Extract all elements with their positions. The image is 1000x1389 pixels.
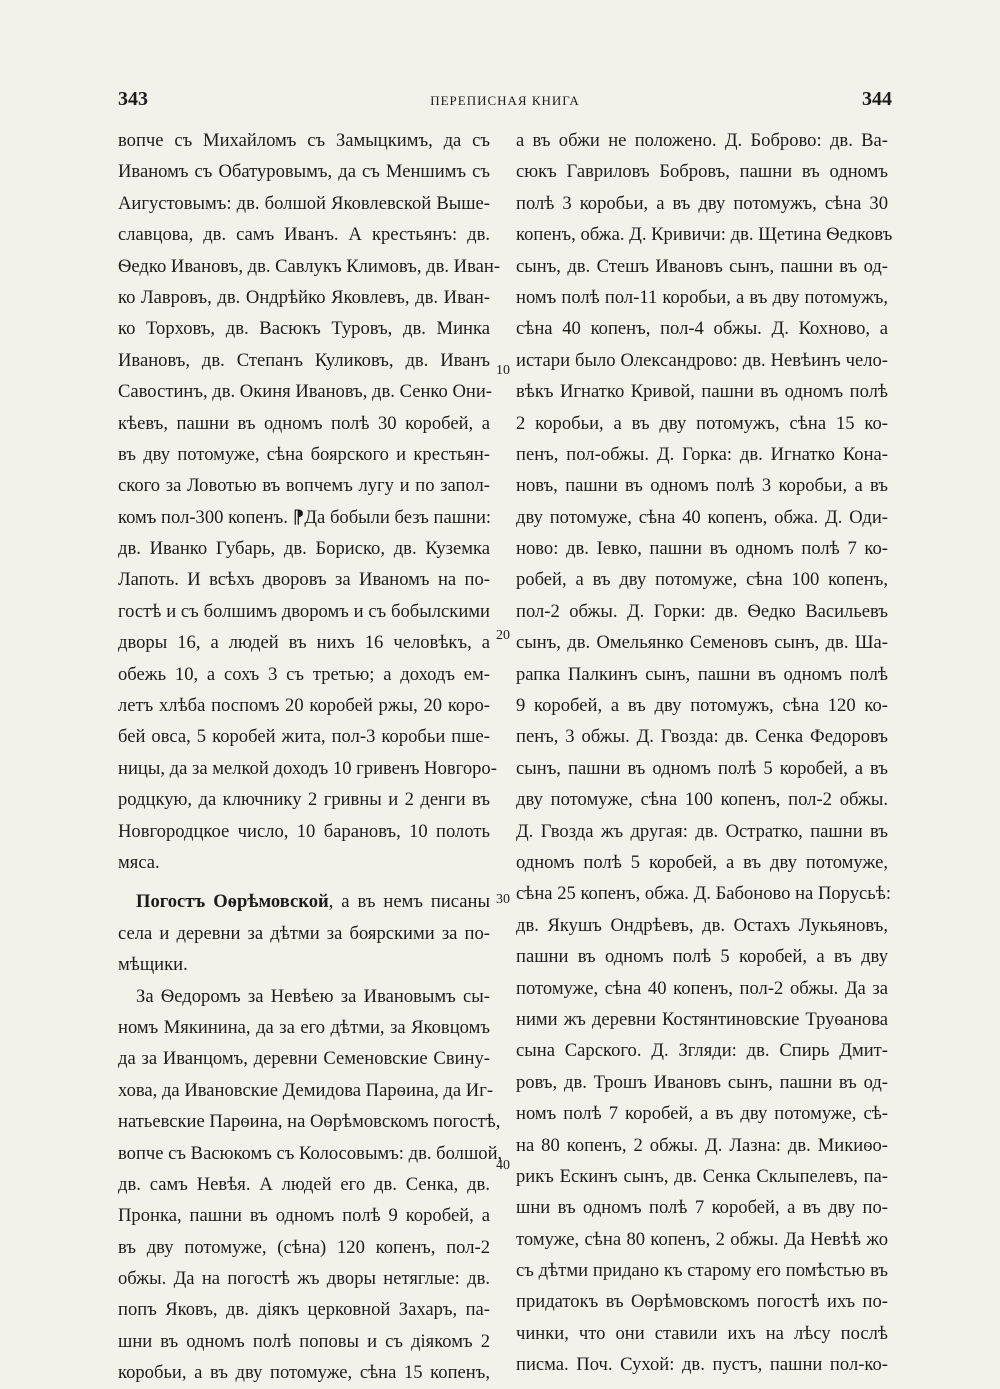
text-line: Новгородцкое число, 10 барановъ, 10 полоть — [118, 820, 490, 842]
text-line: ко Лавровъ, дв. Ондрѣйко Яковлевъ, дв. Иван- — [118, 286, 490, 308]
text-line: робей, а въ дву потомуже, сѣна 100 копенъ, — [516, 569, 888, 591]
text-line: летъ хлѣба поспомъ 20 коробей ржы, 20 коро- — [118, 695, 490, 717]
text-line: бей овса, 5 коробей жита, пол-3 коробьи пше- — [118, 726, 490, 748]
text-line: потомуже, сѣна 40 копенъ, пол-2 обжы. Да за — [516, 977, 888, 999]
text-line: Савостинъ, дв. Окиня Ивановъ, дв. Сенко Они- — [118, 381, 492, 403]
text-line: За Ѳедоромъ за Невѣею за Ивановымъ сы- — [136, 985, 490, 1007]
text-line: одномъ полѣ 5 коробей, а въ дву потомуже, — [516, 851, 888, 873]
text-line: ко Торховъ, дв. Васюкъ Туровъ, дв. Минка — [118, 318, 490, 340]
section-heading: Погостъ Оѳрѣмовской — [136, 891, 329, 913]
text-line: въ дву потомуже, сѣна боярского и крестьян- — [118, 443, 490, 465]
line-number-20: 20 — [496, 628, 510, 643]
text-line: пол-2 обжы. Д. Горки: дв. Ѳедко Васильевъ — [516, 600, 888, 622]
text-line: села и деревни за дѣтми за боярскими за по- — [118, 922, 490, 944]
text-line: полѣ 3 коробьи, а въ дву потомужъ, сѣна 30 — [516, 192, 888, 214]
text-line: шни въ одномъ полѣ поповы и съ діякомъ 2 — [118, 1330, 490, 1352]
text-line: дв. Иванко Губарь, дв. Бориско, дв. Куземка — [118, 538, 490, 560]
text-line: ницы, да за мелкой доходъ 10 гривенъ Новгоро- — [118, 757, 497, 779]
text-line: сѣна 40 копенъ, пол-4 обжы. Д. Кохново, а — [516, 318, 888, 340]
section-heading-rest: , а въ немъ писаны — [328, 891, 490, 913]
text-line: мѣщики. — [118, 954, 188, 976]
text-line: номъ Мякинина, да за его дѣтми, за Яковцомъ — [118, 1016, 490, 1038]
text-line: томуже, сѣна 80 копенъ, 2 обжы. Да Невѣѣ жо — [516, 1228, 888, 1250]
text-line: ровъ, дв. Трошъ Ивановъ сынъ, пашни въ од- — [516, 1071, 888, 1093]
right-column — [516, 125, 893, 1381]
text-line: вопче съ Васюкомъ съ Колосовымъ: дв. болшой, — [118, 1142, 503, 1164]
text-line: сынъ, дв. Омельянко Семеновъ сынъ, дв. Ша- — [516, 632, 888, 654]
text-line: сѣна 25 копенъ, обжа. Д. Бабоново на Порусьѣ: — [516, 883, 892, 905]
text-line: Пронка, пашни въ одномъ полѣ 9 коробей, а — [118, 1205, 490, 1227]
text-line: ними жъ деревни Костянтиновские Труѳанова — [516, 1008, 888, 1030]
text-line: ново: дв. Іевко, пашни въ одномъ полѣ 7 ко- — [516, 538, 888, 560]
text-line: 2 коробьи, а въ дву потомужъ, сѣна 15 ко- — [516, 412, 888, 434]
text-line: а въ обжи не положено. Д. Боброво: дв. Ва- — [516, 130, 888, 151]
text-line: на 80 копенъ, 2 обжы. Д. Лазна: дв. Микиѳо- — [516, 1134, 888, 1156]
text-line: новъ, пашни въ одномъ полѣ 3 коробьи, а въ — [516, 475, 888, 497]
line-number-40: 40 — [496, 1158, 510, 1173]
line-number-10: 10 — [496, 363, 510, 378]
text-line: дву потомуже, сѣна 100 копенъ, пол-2 обжы. — [516, 789, 888, 811]
text-line: родцкую, да ключнику 2 гривны и 2 денги въ — [118, 789, 490, 811]
text-line: вѣкъ Игнатко Кривой, пашни въ одномъ полѣ — [516, 381, 888, 403]
page-number-right: 344 — [862, 88, 892, 110]
text-line: дв. самъ Невѣя. А людей его дв. Сенка, дв. — [118, 1173, 490, 1195]
text-line: ского за Ловотью въ вопчемъ лугу и по запол- — [118, 475, 490, 497]
text-line: писма. Поч. Сухой: дв. пустъ, пашни пол-ко- — [516, 1354, 888, 1376]
text-line: гостѣ и съ болшимъ дворомъ и съ бобылскими — [118, 600, 490, 622]
text-line: въ дву потомуже, (сѣна) 120 копенъ, пол-2 — [118, 1236, 490, 1258]
text-line: дву потомуже, сѣна 40 копенъ, обжа. Д. Оди- — [516, 506, 888, 528]
text-line: Лапоть. И всѣхъ дворовъ за Иваномъ на по- — [118, 569, 490, 591]
text-line: сынъ, дв. Стешъ Ивановъ сынъ, пашни въ од- — [516, 255, 888, 277]
text-line: чинки, что они ставили ихъ на лѣсу послѣ — [516, 1322, 888, 1344]
line-number-30: 30 — [496, 892, 510, 907]
text-line: кѣевъ, пашни въ одномъ полѣ 30 коробей, а — [118, 412, 490, 434]
text-line: коробьи, а въ дву потомуже, сѣна 15 копенъ, — [118, 1362, 490, 1384]
text-line: съ дѣтми придано къ старому его помѣстью въ — [516, 1260, 888, 1282]
text-line: да за Иванцомъ, деревни Семеновские Свину- — [118, 1048, 490, 1070]
text-line: дворы 16, а людей въ нихъ 16 человѣкъ, а — [118, 632, 490, 654]
page-header — [118, 88, 892, 118]
text-line: дв. Якушъ Ондрѣевъ, дв. Остахъ Лукьяновъ, — [516, 914, 888, 936]
text-line: пенъ, 3 обжы. Д. Гвозда: дв. Сенка Федоровъ — [516, 726, 888, 748]
text-line: Д. Гвозда жъ другая: дв. Остратко, пашни въ — [516, 820, 888, 842]
text-line: номъ полѣ пол-11 коробьи, а въ дву потомужъ, — [516, 286, 888, 308]
page-number-left: 343 — [118, 88, 148, 110]
text-line: Ѳедко Ивановъ, дв. Савлукъ Климовъ, дв. Иван- — [118, 255, 501, 277]
text-line: сюкъ Гавриловъ Бобровъ, пашни въ одномъ — [516, 161, 888, 183]
text-line: номъ полѣ 7 коробей, а въ дву потомуже, сѣ- — [516, 1103, 888, 1125]
text-line: комъ пол-300 копенъ. ⁋Да бобыли безъ пашни: — [118, 506, 492, 528]
text-line: рапка Палкинъ сынъ, пашни въ одномъ полѣ — [516, 663, 888, 685]
text-line: хова, да Ивановские Демидова Парѳина, да Иг- — [118, 1079, 494, 1101]
text-line: пашни въ одномъ полѣ 5 коробей, а въ дву — [516, 946, 888, 968]
section-heading-line — [118, 886, 490, 917]
text-line: истари было Олександрово: дв. Невѣинъ чело- — [516, 349, 888, 371]
text-line: попъ Яковъ, дв. діякъ церковной Захаръ, па- — [118, 1299, 490, 1321]
text-line: Иваномъ съ Обатуровымъ, да съ Меншимъ съ — [118, 161, 490, 183]
text-line: придатокъ въ Оѳрѣмовскомъ погостѣ ихъ по- — [516, 1291, 888, 1313]
text-line: вопче съ Михайломъ съ Замыцкимъ, да съ — [118, 130, 490, 151]
text-line: мяса. — [118, 851, 160, 873]
text-line: обежь 10, а сохъ 3 съ третью; а доходъ ем- — [118, 663, 490, 685]
text-line: рикъ Ескинъ сынъ, дв. Сенка Склыпелевъ, па- — [516, 1165, 888, 1187]
text-line: Аигустовымъ: дв. болшой Яковлевской Выше- — [118, 192, 490, 214]
text-line: пенъ, пол-обжы. Д. Горка: дв. Игнатко Кона- — [516, 443, 888, 465]
text-line: обжы. Да на погостѣ жъ дворы нетяглые: дв. — [118, 1268, 490, 1290]
text-line: шни въ одномъ полѣ 7 коробей, а въ дву по- — [516, 1197, 888, 1219]
text-line: сына Сарского. Д. Згляди: дв. Спирь Дмит- — [516, 1040, 888, 1062]
text-line: натьевские Парѳина, на Оѳрѣмовскомъ погостѣ, — [118, 1111, 501, 1133]
text-line: славцова, дв. самъ Иванъ. А крестьянъ: дв. — [118, 224, 490, 246]
running-title: ПЕРЕПИСНАЯ КНИГА — [430, 93, 580, 108]
text-line: сынъ, пашни въ одномъ полѣ 5 коробей, а въ — [516, 757, 888, 779]
text-line: 9 коробей, а въ дву потомужъ, сѣна 120 ко- — [516, 695, 888, 717]
text-line: Ивановъ, дв. Степанъ Куликовъ, дв. Иванъ — [118, 349, 490, 371]
text-line: копенъ, обжа. Д. Кривичи: дв. Щетина Ѳедковъ — [516, 224, 893, 246]
